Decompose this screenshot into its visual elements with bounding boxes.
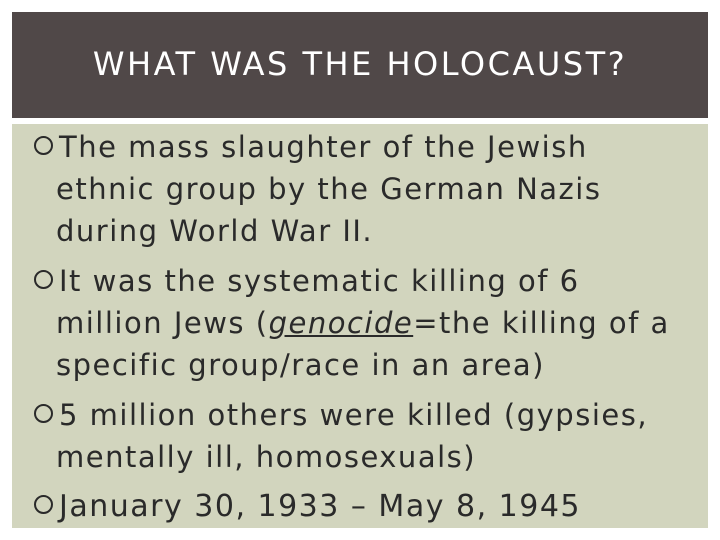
- bullet-text: January 30, 1933 – May 8, 1945: [59, 489, 581, 524]
- bullet-text: 5 million others were killed (gypsies,: [59, 398, 649, 432]
- bullet-text: during World War II.: [56, 214, 374, 248]
- bullet-ring-icon: [34, 270, 53, 289]
- title-bar: [12, 12, 708, 118]
- bullet-item-3: [34, 394, 684, 478]
- bullet-text: specific group/race in an area): [56, 348, 545, 382]
- bullet-text: =the killing of a: [413, 306, 670, 340]
- bullet-text: It was the systematic killing of 6: [59, 264, 580, 298]
- bullet-text: The mass slaughter of the Jewish: [59, 130, 588, 164]
- bullet-ring-icon: [34, 136, 53, 155]
- bullet-item-4: [34, 486, 684, 528]
- bullet-ring-icon: [34, 495, 53, 514]
- bullet-ring-icon: [34, 404, 53, 423]
- bullet-item-2: [34, 260, 684, 386]
- bullet-text: mentally ill, homosexuals): [56, 440, 477, 474]
- bullet-text: ethnic group by the German Nazis: [56, 172, 602, 206]
- bullet-text: million Jews (: [56, 306, 269, 340]
- bullet-item-1: [34, 126, 684, 252]
- term-genocide: genocide: [268, 306, 414, 340]
- slide-title: WHAT WAS THE HOLOCAUST?: [92, 45, 628, 83]
